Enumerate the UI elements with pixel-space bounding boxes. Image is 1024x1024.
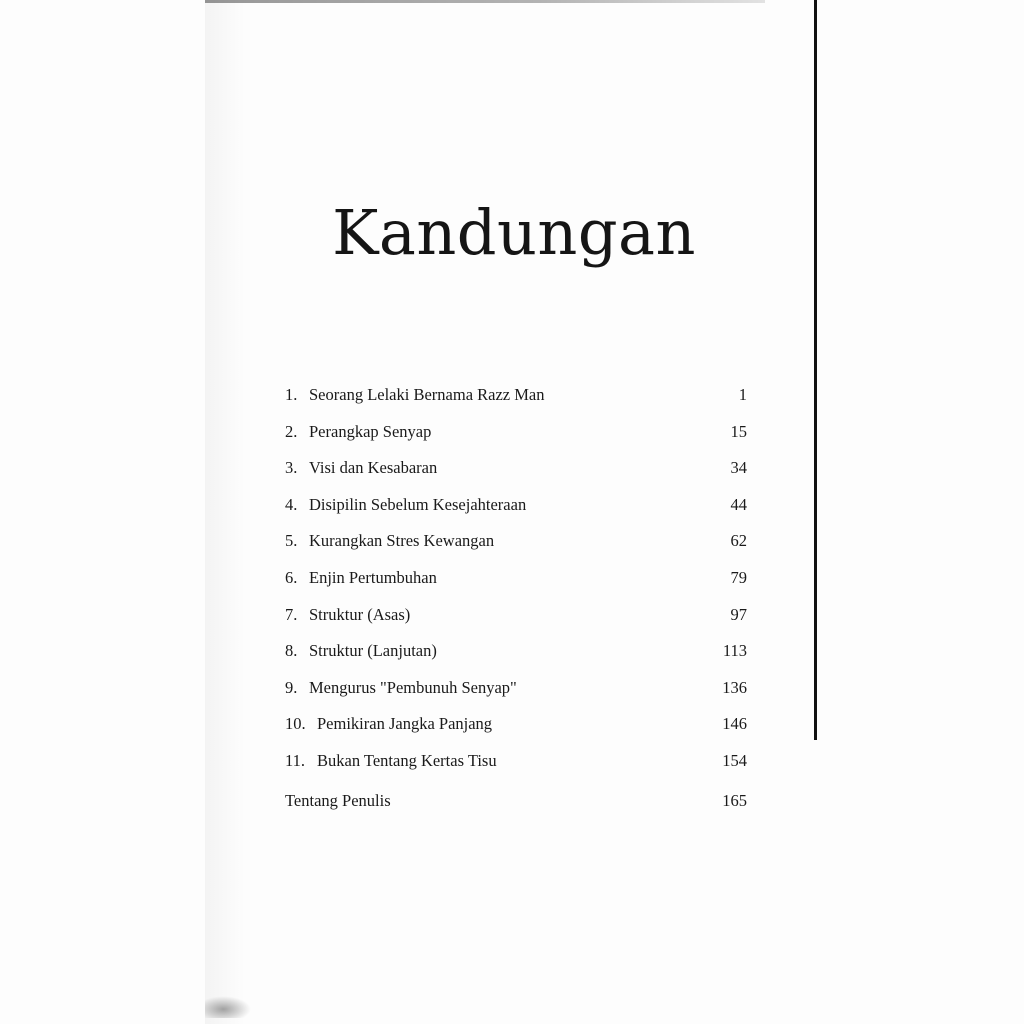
toc-entry-page: 34 (730, 458, 747, 478)
page-top-edge (205, 0, 765, 3)
page-smudge (205, 996, 251, 1018)
toc-entry-author (285, 787, 747, 824)
toc-entry-title: Bukan Tentang Kertas Tisu (317, 750, 497, 770)
toc-entry-number: 10. (285, 714, 306, 734)
toc-entry (285, 491, 747, 528)
page-right-edge (814, 0, 817, 740)
toc-entry (285, 710, 747, 747)
toc-entry (285, 637, 747, 674)
toc-entry (285, 747, 747, 784)
toc-entry-page: 62 (730, 531, 747, 551)
toc-entry-page: 44 (730, 494, 747, 514)
page-gutter-shadow (205, 0, 245, 1024)
toc-entry-page: 146 (722, 714, 747, 734)
toc-entry-number: 5. (285, 531, 298, 551)
toc-entry-page: 79 (730, 567, 747, 587)
toc-entry (285, 564, 747, 601)
toc-entry-number: 4. (285, 494, 298, 514)
toc-entry-title: Perangkap Senyap (309, 421, 432, 441)
toc-entry-page: 1 (738, 385, 747, 404)
toc-entry (285, 674, 747, 711)
toc-entry-title: Tentang Penulis (285, 790, 391, 810)
toc-entry (285, 418, 747, 455)
toc-entry-number: 11. (285, 750, 306, 770)
toc-entry-title: Kurangkan Stres Kewangan (309, 531, 495, 551)
toc-entry (285, 454, 747, 491)
toc-entry-page: 165 (722, 790, 747, 810)
toc-entry-number: 2. (285, 421, 298, 441)
toc-entry-title: Struktur (Lanjutan) (309, 641, 437, 661)
toc-entry-page: 113 (722, 641, 747, 661)
toc-entry-number: 1. (285, 385, 298, 404)
toc-entry-page: 136 (722, 677, 747, 697)
toc-entry (285, 601, 747, 638)
toc-entry (285, 527, 747, 564)
toc-entry-title: Disipilin Sebelum Kesejahteraan (309, 494, 527, 514)
toc-entry-page: 154 (722, 750, 747, 770)
toc-entry-title: Pemikiran Jangka Panjang (317, 714, 493, 734)
toc-entry-number: 7. (285, 604, 298, 624)
toc-entry-number: 8. (285, 641, 298, 661)
toc-entry (285, 381, 747, 418)
toc-entry-title: Struktur (Asas) (309, 604, 411, 624)
toc-entry-page: 15 (730, 421, 747, 441)
toc-entry-number: 9. (285, 677, 298, 697)
toc-entry-number: 3. (285, 458, 298, 478)
toc-entry-title: Seorang Lelaki Bernama Razz Man (309, 385, 545, 404)
toc-entry-number: 6. (285, 567, 298, 587)
table-of-contents (285, 381, 747, 823)
toc-entry-title: Visi dan Kesabaran (309, 458, 438, 478)
page-title: Kandungan (332, 196, 696, 269)
toc-entry-page: 97 (730, 604, 747, 624)
toc-entry-title: Mengurus "Pembunuh Senyap" (309, 677, 517, 697)
toc-entry-title: Enjin Pertumbuhan (309, 567, 437, 587)
